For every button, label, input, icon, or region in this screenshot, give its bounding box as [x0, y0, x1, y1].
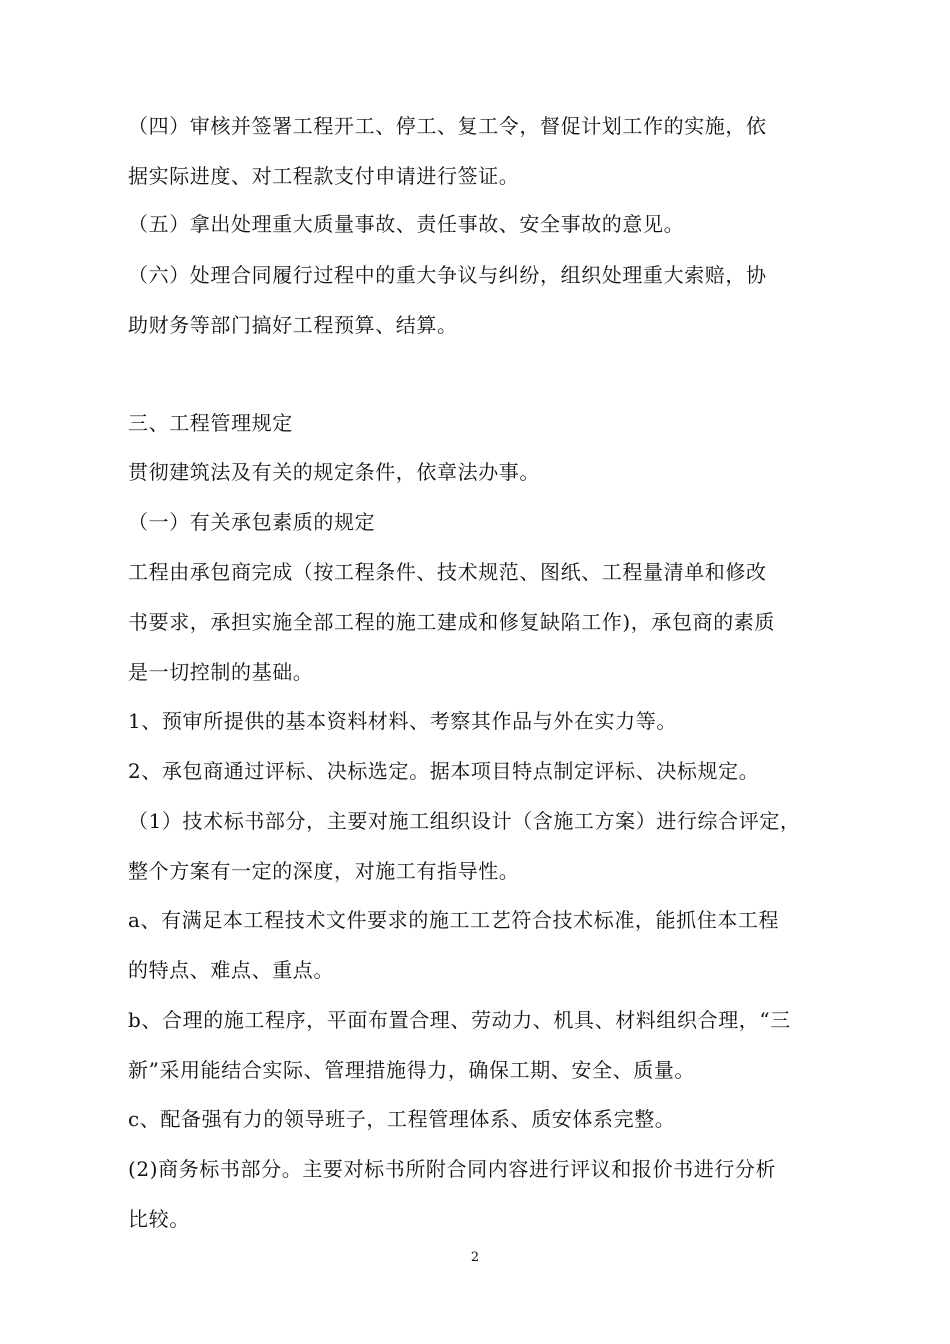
paragraph-line: 1、预审所提供的基本资料材料、考察其作品与外在实力等。: [128, 709, 677, 733]
paragraph-line: 工程由承包商完成（按工程条件、技术规范、图纸、工程量清单和修改: [128, 560, 767, 584]
paragraph-line: 整个方案有一定的深度，对施工有指导性。: [128, 859, 520, 883]
paragraph-line: 比较。: [128, 1207, 190, 1231]
paragraph-line: （六）处理合同履行过程中的重大争议与纠纷，组织处理重大索赔，协: [128, 263, 767, 287]
paragraph-line: 的特点、难点、重点。: [128, 958, 334, 982]
paragraph-line: 贯彻建筑法及有关的规定条件，依章法办事。: [128, 460, 540, 484]
subsection-heading: （一）有关承包素质的规定: [128, 510, 376, 534]
paragraph-line: 助财务等部门搞好工程预算、结算。: [128, 313, 458, 337]
paragraph-line: (2)商务标书部分。主要对标书所附合同内容进行评议和报价书进行分析: [128, 1157, 777, 1181]
paragraph-line: 新”采用能结合实际、管理措施得力，确保工期、安全、质量。: [128, 1058, 696, 1082]
section-heading: 三、工程管理规定: [128, 411, 293, 435]
paragraph-line: 是一切控制的基础。: [128, 660, 314, 684]
page-number: 2: [470, 1250, 480, 1265]
paragraph-line: 书要求，承担实施全部工程的施工建成和修复缺陷工作)，承包商的素质: [128, 610, 776, 634]
paragraph-line: 据实际进度、对工程款支付申请进行签证。: [128, 164, 520, 188]
paragraph-line: （四）审核并签署工程开工、停工、复工令，督促计划工作的实施，依: [128, 114, 767, 138]
paragraph-line: b、合理的施工程序，平面布置合理、劳动力、机具、材料组织合理，“三: [128, 1008, 791, 1032]
paragraph-line: （五）拿出处理重大质量事故、责任事故、安全事故的意见。: [128, 212, 685, 236]
paragraph-line: c、配备强有力的领导班子，工程管理体系、质安体系完整。: [128, 1107, 676, 1131]
paragraph-line: （1）技术标书部分，主要对施工组织设计（含施工方案）进行综合评定，: [128, 809, 801, 833]
paragraph-line: a、有满足本工程技术文件要求的施工工艺符合技术标准，能抓住本工程: [128, 908, 780, 932]
paragraph-line: 2、承包商通过评标、决标选定。据本项目特点制定评标、决标规定。: [128, 759, 760, 783]
